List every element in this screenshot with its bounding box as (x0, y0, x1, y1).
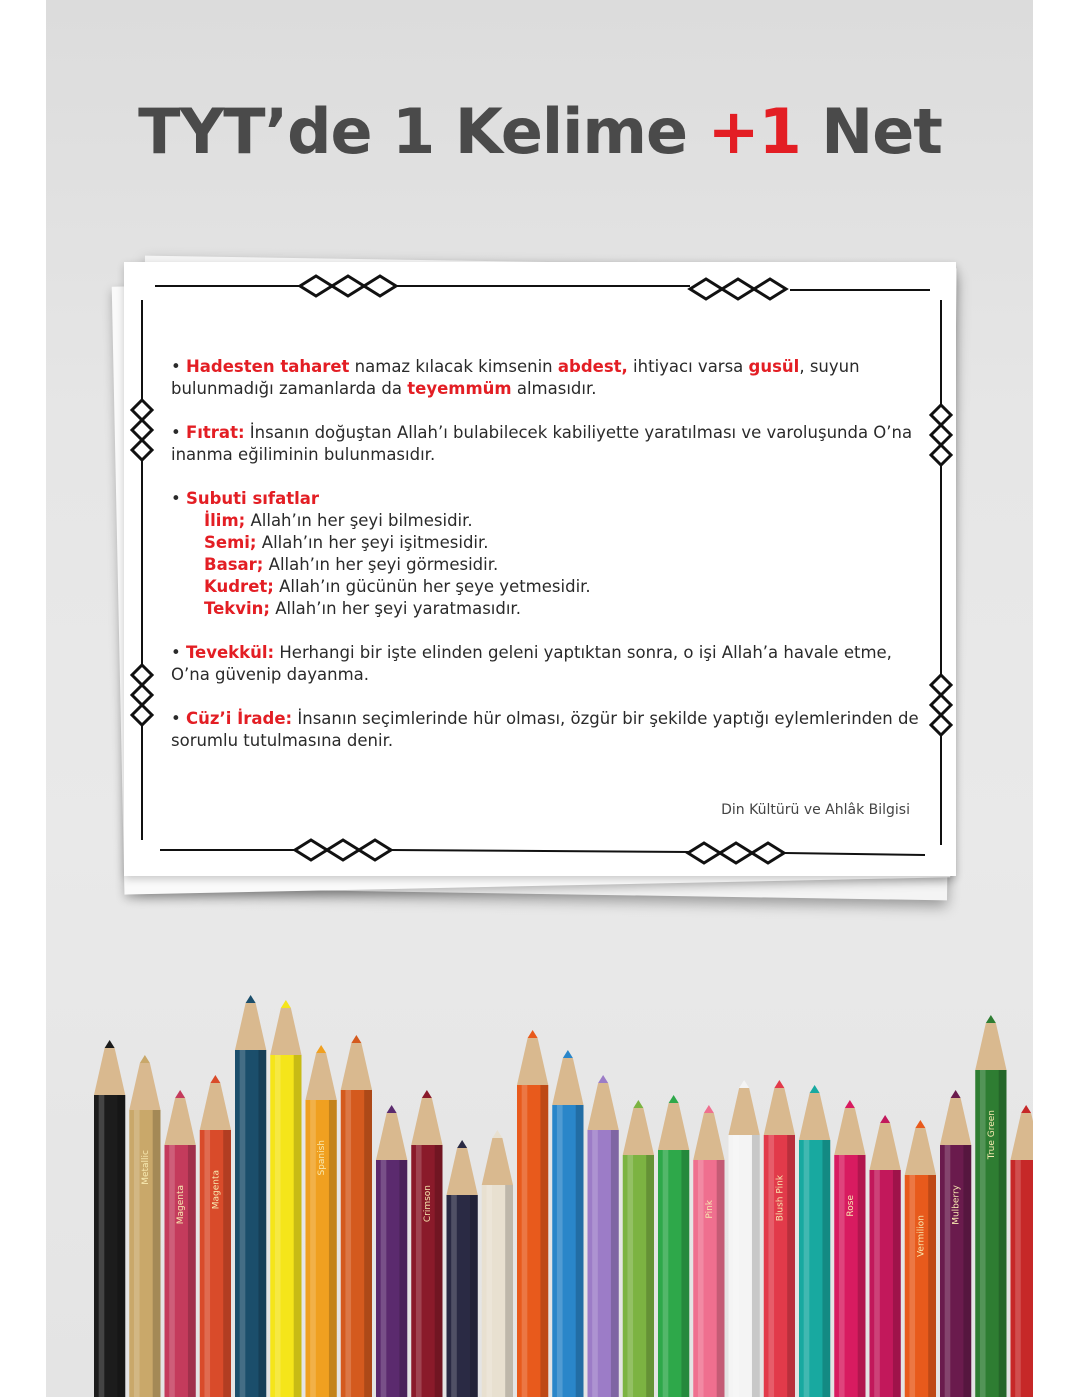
subuti-block (171, 488, 921, 620)
subuti-description: Allah’ın gücünün her şeye yetmesidir. (273, 577, 591, 596)
subuti-row (171, 554, 921, 576)
title-plus: +1 (707, 95, 801, 168)
diamond-ornament-top-left (300, 276, 396, 296)
pencil (693, 1105, 724, 1397)
definition-text: • (171, 643, 186, 662)
definition-text: Herhangi bir işte elinden geleni yaptıktan sonra, o işi Allah’a havale etme, O’na güvenip dayanma. (171, 643, 892, 684)
term-highlight: teyemmüm (407, 379, 512, 398)
pencil (200, 1075, 231, 1397)
pencil (905, 1120, 936, 1397)
term-highlight: abdest, (557, 357, 628, 376)
pencil-label: Magenta (176, 1185, 187, 1225)
pencil (834, 1100, 865, 1397)
subuti-row (171, 576, 921, 598)
pencil-label: Rose (845, 1195, 856, 1217)
pencil-label: Mulberry (951, 1185, 962, 1225)
pencil (447, 1140, 478, 1397)
pencil (729, 1080, 760, 1397)
subuti-row (171, 510, 921, 532)
pencil-label: Crimson (422, 1185, 433, 1223)
pencil (165, 1090, 196, 1397)
pencil (870, 1115, 901, 1397)
pencil-label: Pink (704, 1200, 715, 1219)
pencil (482, 1130, 513, 1397)
subuti-description: Allah’ın her şeyi işitmesidir. (256, 533, 489, 552)
pencil (1011, 1105, 1034, 1397)
pencil-label: Metallic (140, 1150, 151, 1185)
pencil (799, 1085, 830, 1397)
definition-text: , suyun bulunmadığı zamanlarda da (171, 357, 860, 398)
title-part1: TYT’de 1 Kelime (138, 95, 708, 168)
term-highlight: Hadesten taharet (185, 357, 350, 376)
subuti-row (171, 598, 921, 620)
pencil (129, 1055, 160, 1397)
subuti-term: Basar; (204, 555, 264, 574)
definitions-bottom (171, 642, 921, 752)
pencil (306, 1045, 337, 1397)
pencil (235, 995, 266, 1397)
pencil-label: Vermilion (916, 1215, 927, 1258)
definition-text: İnsanın doğuştan Allah’ı bulabilecek kabiliyette yaratılması ve varoluşunda O’na inanma eğiliminin bulunmasıdır. (171, 423, 913, 464)
term-highlight: Tevekkül: (185, 643, 275, 662)
subuti-term: İlim; (204, 511, 246, 530)
definition-text: • (171, 357, 186, 376)
pencil (341, 1035, 372, 1397)
subuti-description: Allah’ın her şeyi bilmesidir. (245, 511, 473, 530)
definition-text: namaz kılacak kimsenin (349, 357, 558, 376)
card-content (171, 356, 921, 752)
subuti-list (171, 510, 921, 620)
definition-fitrat (171, 422, 921, 466)
subuti-description: Allah’ın her şeyi görmesidir. (263, 555, 499, 574)
subuti-term: Semi; (204, 533, 257, 552)
term-highlight: Cüz’i İrade: (185, 709, 293, 728)
definition-text: • (171, 709, 186, 728)
subuti-heading-line (171, 488, 921, 510)
pencil-label: Blush Pink (775, 1175, 786, 1222)
definitions-top (171, 356, 921, 466)
colored-pencils-image (92, 980, 1033, 1397)
pencil-label: True Green (986, 1110, 997, 1160)
bullet: • (171, 489, 186, 508)
subuti-term: Kudret; (204, 577, 274, 596)
definition-cuzi-irade (171, 708, 921, 752)
term-highlight: gusül (748, 357, 800, 376)
pencil (658, 1095, 689, 1397)
pencil (94, 1040, 125, 1397)
pencil (623, 1100, 654, 1397)
definition-taharet (171, 356, 921, 400)
pencil (975, 1015, 1006, 1397)
definition-text: • (171, 423, 186, 442)
pencil-label: Magenta (211, 1170, 222, 1210)
definition-text: ihtiyacı varsa (627, 357, 749, 376)
pencil (270, 1000, 301, 1397)
pencil (552, 1050, 583, 1397)
term-highlight: Fıtrat: (185, 423, 245, 442)
definition-text: almasıdır. (511, 379, 597, 398)
subuti-description: Allah’ın her şeyi yaratmasıdır. (269, 599, 521, 618)
subuti-term: Tekvin; (204, 599, 270, 618)
pencil (764, 1080, 795, 1397)
subuti-heading: Subuti sıfatlar (185, 489, 320, 508)
pencil-label: Spanish (317, 1140, 328, 1176)
pencil (376, 1105, 407, 1397)
source-label: Din Kültürü ve Ahlâk Bilgisi (721, 802, 910, 818)
definition-tevekkul (171, 642, 921, 686)
pencil (517, 1030, 548, 1397)
pencil (940, 1090, 971, 1397)
definition-text: İnsanın seçimlerinde hür olması, özgür bir şekilde yaptığı eylemlerinden de sorumlu tutulmasına denir. (171, 709, 919, 750)
title-part2: Net (800, 95, 942, 168)
pencil (411, 1090, 442, 1397)
subuti-row (171, 532, 921, 554)
pencil (588, 1075, 619, 1397)
